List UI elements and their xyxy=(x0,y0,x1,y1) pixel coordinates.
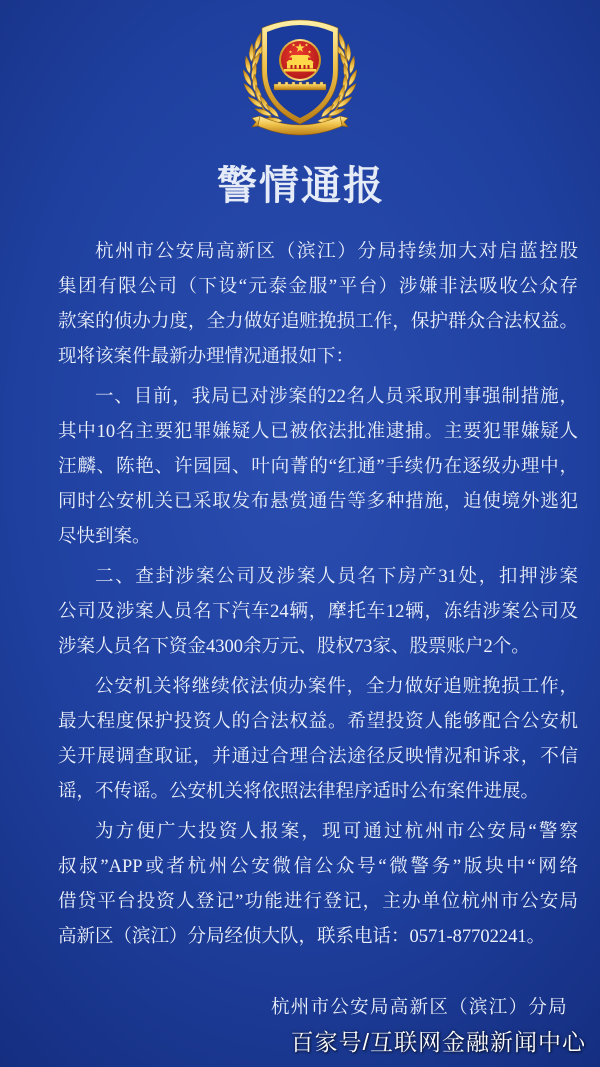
source-watermark: 百家号/互联网金融新闻中心 xyxy=(290,1029,586,1055)
text-line: 最大程度保护投资人的合法权益。希望投资人能够配合公安机 xyxy=(58,712,578,732)
laurel-leaf xyxy=(241,69,253,87)
text-line: 谣，不传谣。公安机关将依照法律程序适时公布案件进展。 xyxy=(58,782,540,802)
notice-body xyxy=(58,235,578,960)
text-line: 公司及涉案人员名下汽车24辆，摩托车12辆，冻结涉案公司及 xyxy=(58,602,578,622)
text-line: 为方便广大投资人报案，现可通过杭州市公安局“警察 xyxy=(95,822,578,842)
paragraph-contact xyxy=(58,815,578,955)
text-line: 关开展调查取证，并通过合理合法途径反映情况和诉求，不信 xyxy=(58,747,578,767)
text-line: 公安机关将继续依法侦办案件，全力做好追赃挽损工作， xyxy=(95,677,578,697)
paragraph-intro xyxy=(58,235,578,375)
notice-title: 警情通报 xyxy=(217,163,385,208)
paragraph-statement xyxy=(58,670,578,810)
paragraph-item-1 xyxy=(58,380,578,555)
text-line: 款案的侦办力度，全力做好追赃挽损工作，保护群众合法权益。 xyxy=(58,312,578,332)
paragraph-item-2 xyxy=(58,560,578,665)
issuer-signature: 杭州市公安局高新区（滨江）分局 xyxy=(270,998,568,1018)
text-line: 其中10名主要犯罪嫌疑人已被依法批准逮捕。主要犯罪嫌疑人 xyxy=(58,422,578,442)
text-line: 高新区（滨江）分局经侦大队，联系电话：0571-87702241。 xyxy=(58,927,546,947)
text-line: 一、目前，我局已对涉案的22名人员采取刑事强制措施， xyxy=(95,387,578,407)
text-line: 二、查封涉案公司及涉案人员名下房产31处，扣押涉案 xyxy=(95,567,578,587)
text-line: 杭州市公安局高新区（滨江）分局持续加大对启蓝控股 xyxy=(95,242,578,262)
text-line: 汪麟、陈艳、许园园、叶向菁的“红通”手续仍在逐级办理中， xyxy=(58,457,578,477)
police-emblem-icon xyxy=(240,12,360,142)
national-emblem-disc xyxy=(279,39,321,81)
text-line: 借贷平台投资人登记”功能进行登记，主办单位杭州市公安局 xyxy=(58,892,578,912)
text-line: 现将该案件最新办理情况通报如下： xyxy=(58,347,355,367)
text-line: 叔叔”APP或者杭州公安微信公众号“微警务”版块中“网络 xyxy=(58,857,578,877)
text-line: 涉案人员名下资金4300余万元、股权73家、股票账户2个。 xyxy=(58,637,530,657)
text-line: 集团有限公司（下设“元泰金服”平台）涉嫌非法吸收公众存 xyxy=(58,277,578,297)
text-line: 同时公安机关已采取发布悬赏通告等多种措施，迫使境外逃犯 xyxy=(58,492,578,512)
text-line: 尽快到案。 xyxy=(58,527,151,547)
